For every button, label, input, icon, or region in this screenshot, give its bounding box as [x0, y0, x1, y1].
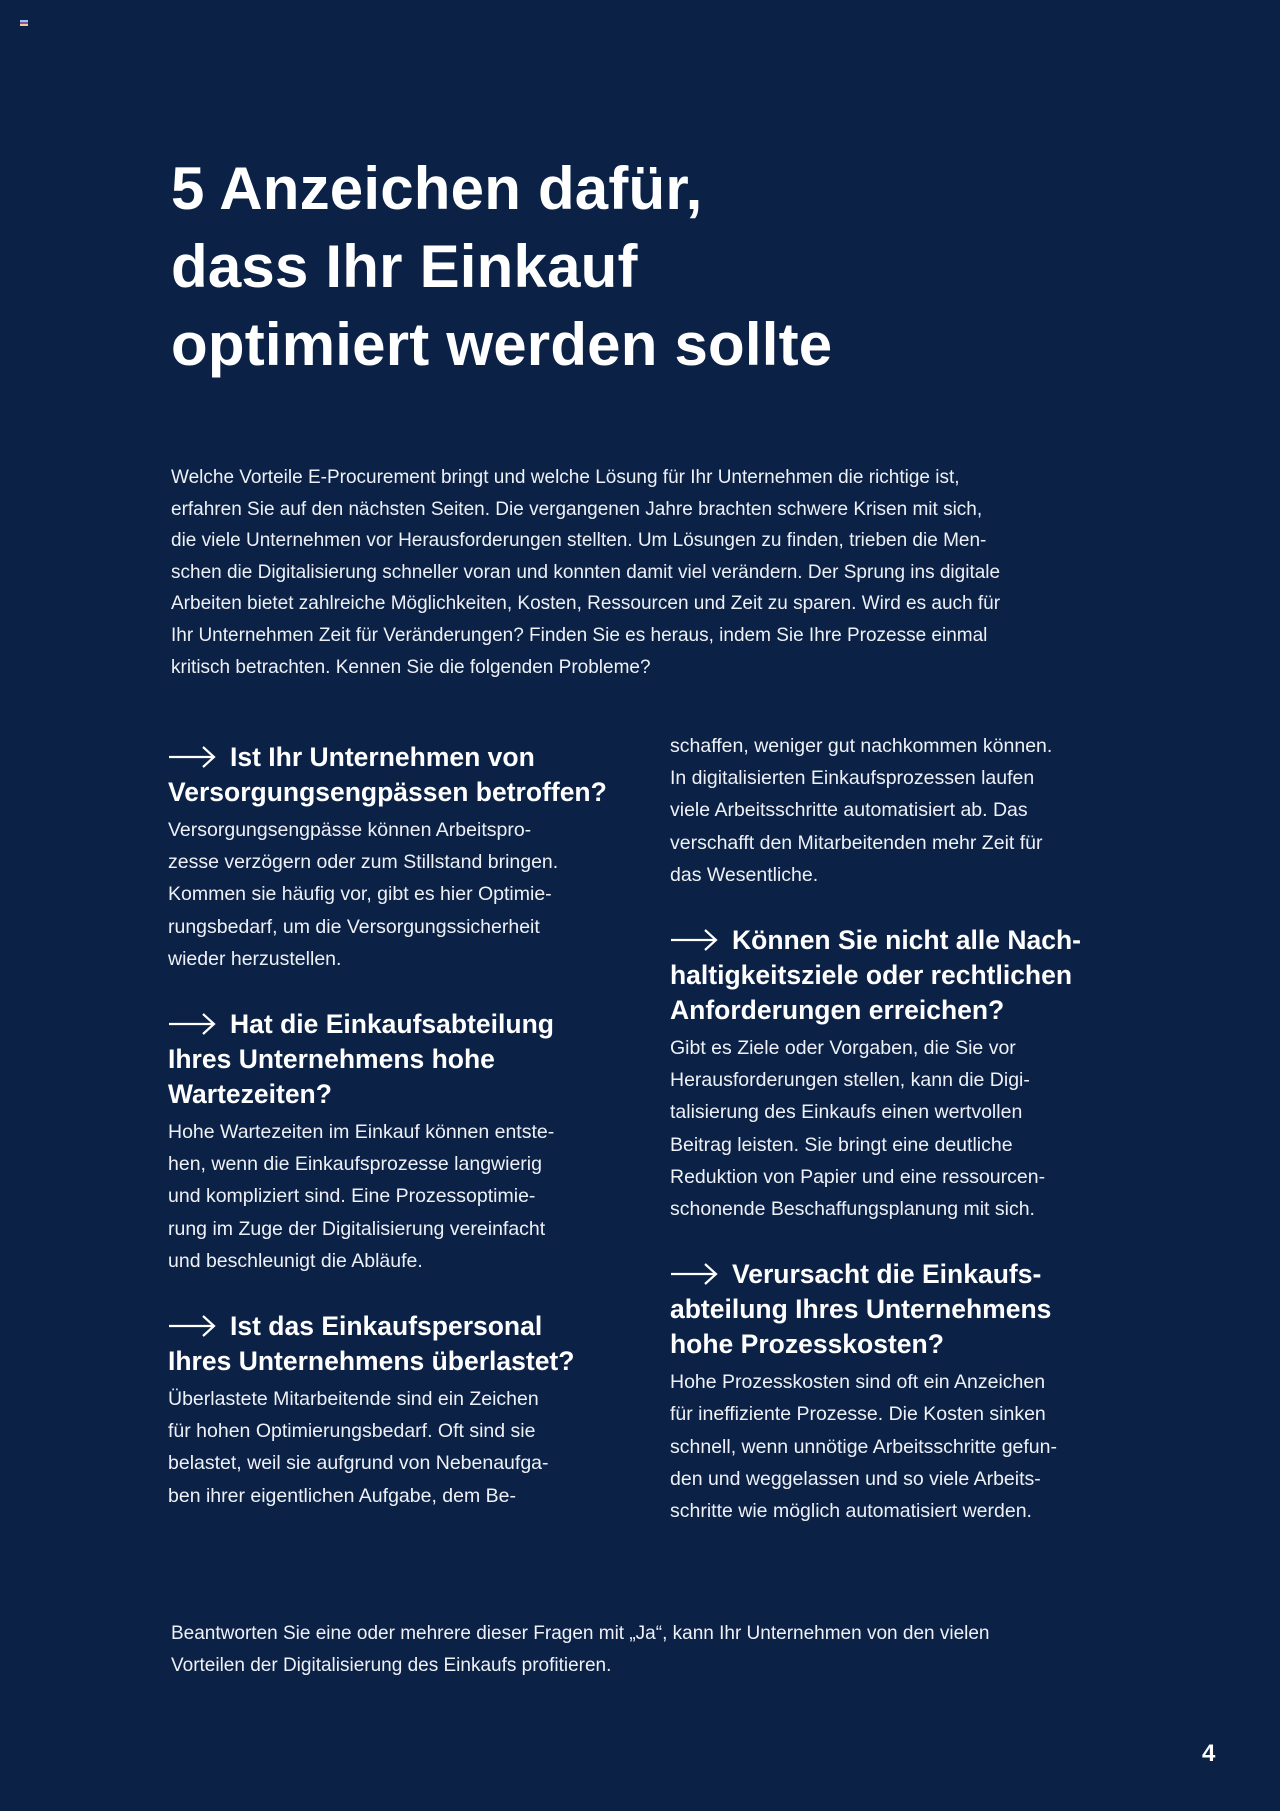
- heading-line: [168, 1042, 628, 1077]
- question-section: [670, 923, 1130, 1225]
- text-line: Reduktion von Papier und eine ressourcen-: [670, 1165, 1046, 1188]
- flag-icon: [20, 20, 28, 26]
- text-line: schonende Beschaffungsplanung mit sich.: [670, 1198, 1035, 1221]
- text-line: Welche Vorteile E-Procurement bringt und welche Lösung für Ihr Unternehmen die richtige ist,: [171, 467, 960, 488]
- question-body: [670, 1032, 1130, 1225]
- heading-text: Ihres Unternehmens überlastet?: [168, 1346, 575, 1377]
- page-title: [171, 150, 832, 384]
- heading-text: Ist Ihr Unternehmen von: [230, 742, 535, 772]
- question-heading: [670, 1257, 1130, 1362]
- text-line: Hohe Wartezeiten im Einkauf können entste-: [168, 1121, 555, 1144]
- text-line: wieder herzustellen.: [168, 947, 342, 970]
- heading-text: Ihres Unternehmens hohe: [168, 1044, 495, 1075]
- heading-text: Anforderungen erreichen?: [670, 995, 1005, 1026]
- question-heading: [168, 1309, 628, 1379]
- question-section: [168, 740, 628, 975]
- text-line: das Wesentliche.: [670, 863, 819, 886]
- heading-line: [670, 958, 1130, 993]
- heading-text: Versorgungsengpässen betroffen?: [168, 777, 607, 807]
- text-line: schen die Digitalisierung schneller voran und konnten damit viel verändern. Der Sprung ins digitale: [171, 561, 1001, 583]
- heading-line: [168, 1077, 628, 1112]
- text-line: Kommen sie häufig vor, gibt es hier Optimie-: [168, 883, 552, 906]
- text-line: und kompliziert sind. Eine Prozessoptimie-: [168, 1185, 536, 1208]
- heading-line: [670, 923, 1130, 958]
- heading-text: hohe Prozesskosten?: [670, 1329, 944, 1360]
- heading-line: [168, 775, 628, 810]
- arrow-right-icon: [168, 1311, 216, 1333]
- question-heading: [168, 1007, 628, 1112]
- left-column: [168, 740, 628, 1544]
- heading-text: abteilung Ihres Unternehmens: [670, 1294, 1052, 1325]
- heading-text: Ist das Einkaufspersonal: [230, 1311, 543, 1342]
- text-line: schnell, wenn unnötige Arbeitsschritte gefun-: [670, 1435, 1057, 1458]
- question-body: [168, 1383, 628, 1512]
- text-line: talisierung des Einkaufs einen wertvollen: [670, 1101, 1023, 1124]
- text-line: Überlastete Mitarbeitende sind ein Zeichen: [168, 1388, 539, 1411]
- question-body: [168, 1116, 628, 1277]
- heading-line: [168, 740, 628, 775]
- text-line: Beitrag leisten. Sie bringt eine deutliche: [670, 1133, 1013, 1156]
- text-line: die viele Unternehmen vor Herausforderungen stellten. Um Lösungen zu finden, trieben die Men-: [171, 530, 987, 552]
- text-line: und beschleunigt die Abläufe.: [168, 1249, 423, 1272]
- text-line: den und weggelassen und so viele Arbeits-: [670, 1467, 1041, 1490]
- arrow-right-icon: [168, 1009, 216, 1031]
- arrow-right-icon: [168, 742, 216, 764]
- text-line: rungsbedarf, um die Versorgungssicherheit: [168, 915, 540, 938]
- heading-line: [670, 993, 1130, 1028]
- heading-text: Wartezeiten?: [168, 1079, 332, 1110]
- text-line: Herausforderungen stellen, kann die Digi-: [670, 1069, 1030, 1092]
- text-line: Versorgungsengpässe können Arbeitspro-: [168, 819, 532, 841]
- question-section: [168, 1309, 628, 1512]
- arrow-right-icon: [670, 1259, 718, 1281]
- text-line: erfahren Sie auf den nächsten Seiten. Die vergangenen Jahre brachten schwere Krisen mit sich,: [171, 498, 983, 520]
- heading-text: Hat die Einkaufsabteilung: [230, 1009, 554, 1040]
- arrow-right-icon: [670, 925, 718, 947]
- text-line: für ineffiziente Prozesse. Die Kosten sinken: [670, 1403, 1046, 1426]
- text-line: Ihr Unternehmen Zeit für Veränderungen? Finden Sie es heraus, indem Sie Ihre Prozesse einmal: [171, 624, 988, 646]
- heading-text: Können Sie nicht alle Nach-: [732, 925, 1081, 956]
- text-line: optimiert werden sollte: [171, 311, 833, 378]
- text-line: schritte wie möglich automatisiert werden.: [670, 1500, 1032, 1523]
- question-heading: [168, 740, 628, 810]
- page-number: 4: [1202, 1740, 1216, 1767]
- text-line: Beantworten Sie eine oder mehrere dieser Fragen mit „Ja“, kann Ihr Unternehmen von den vielen: [171, 1623, 990, 1644]
- text-line: hen, wenn die Einkaufsprozesse langwierig: [168, 1153, 542, 1176]
- heading-line: [670, 1292, 1130, 1327]
- text-line: Arbeiten bietet zahlreiche Möglichkeiten, Kosten, Ressourcen und Zeit zu sparen. Wird es auch für: [171, 593, 1001, 615]
- text-line: kritisch betrachten. Kennen Sie die folgenden Probleme?: [171, 656, 651, 678]
- text-line: dass Ihr Einkauf: [171, 233, 638, 300]
- text-line: Hohe Prozesskosten sind oft ein Anzeichen: [670, 1371, 1046, 1394]
- heading-line: [168, 1309, 628, 1344]
- text-line: ben ihrer eigentlichen Aufgabe, dem Be-: [168, 1484, 516, 1507]
- heading-line: [168, 1344, 628, 1379]
- text-line: 5 Anzeichen dafür,: [171, 155, 703, 222]
- heading-line: [670, 1257, 1130, 1292]
- text-line: rung im Zuge der Digitalisierung vereinfacht: [168, 1217, 546, 1240]
- closing-paragraph: [171, 1618, 990, 1682]
- intro-paragraph: [171, 462, 1000, 683]
- text-line: viele Arbeitsschritte automatisiert ab. Das: [670, 799, 1028, 822]
- question-body: [168, 814, 628, 975]
- question-heading: [670, 923, 1130, 1028]
- text-line: zesse verzögern oder zum Stillstand bringen.: [168, 851, 559, 874]
- question-body: [670, 1366, 1130, 1527]
- text-line: verschafft den Mitarbeitenden mehr Zeit für: [670, 831, 1043, 854]
- text-line: In digitalisierten Einkaufsprozessen laufen: [670, 767, 1035, 790]
- heading-line: [670, 1327, 1130, 1362]
- text-line: Gibt es Ziele oder Vorgaben, die Sie vor: [670, 1037, 1016, 1060]
- text-line: Vorteilen der Digitalisierung des Einkaufs profitieren.: [171, 1655, 612, 1676]
- text-line: belastet, weil sie aufgrund von Nebenaufga-: [168, 1452, 549, 1475]
- text-line: schaffen, weniger gut nachkommen können.: [670, 735, 1053, 757]
- right-column: [670, 735, 1130, 1559]
- heading-line: [168, 1007, 628, 1042]
- continued-text: [670, 730, 1130, 891]
- question-section: [168, 1007, 628, 1277]
- heading-text: haltigkeitsziele oder rechtlichen: [670, 960, 1073, 991]
- question-section: [670, 1257, 1130, 1527]
- heading-text: Verursacht die Einkaufs-: [732, 1259, 1042, 1290]
- text-line: für hohen Optimierungsbedarf. Oft sind sie: [168, 1420, 536, 1443]
